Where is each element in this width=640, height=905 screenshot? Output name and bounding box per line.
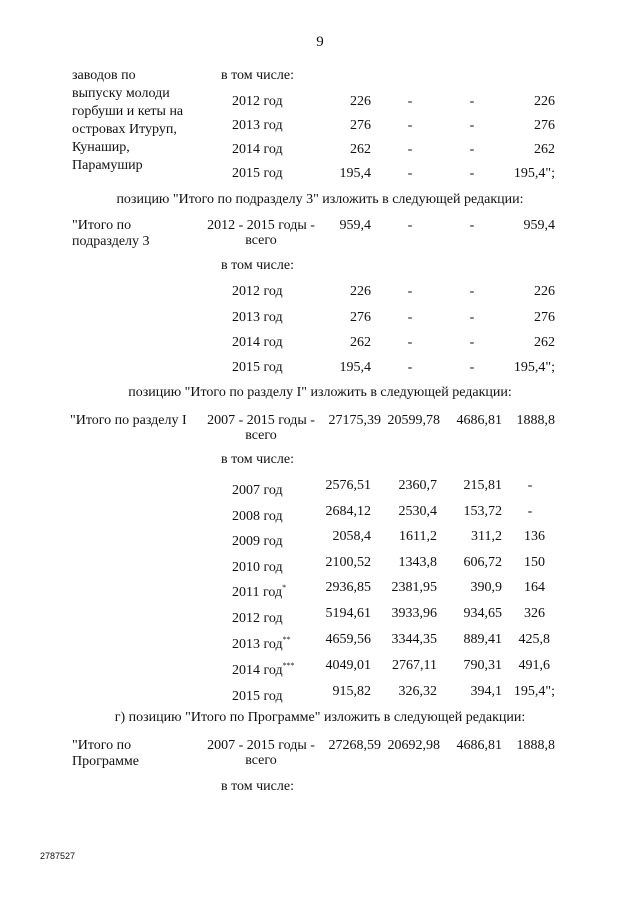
value-cell: 390,9 [470, 580, 502, 595]
value-cell: 4686,81 [456, 413, 502, 428]
value-cell: - [407, 310, 413, 325]
value-cell: - [469, 94, 475, 109]
value-cell: 4659,56 [325, 632, 371, 647]
value-cell: 226 [534, 284, 555, 299]
year-cell: 2008 год [232, 509, 283, 524]
value-cell: 20599,78 [387, 413, 440, 428]
period-sub-label: всего [245, 753, 277, 768]
value-cell: 195,4 [339, 360, 371, 375]
value-cell: - [527, 504, 533, 519]
year-cell: 2015 год [232, 360, 283, 375]
period-label: 2012 - 2015 годы - [207, 218, 315, 233]
year-cell: 2009 год [232, 534, 283, 549]
year-cell: 2013 год [232, 310, 283, 325]
value-cell: - [407, 335, 413, 350]
value-cell: - [469, 118, 475, 133]
value-cell: 491,6 [518, 658, 550, 673]
value-cell: 4686,81 [456, 738, 502, 753]
value-cell: - [469, 335, 475, 350]
year-cell: 2012 год [232, 284, 283, 299]
value-cell: 262 [534, 335, 555, 350]
value-cell: 136 [524, 529, 545, 544]
year-cell: 2012 год [232, 94, 283, 109]
value-cell: 262 [534, 142, 555, 157]
label-line: "Итого по [72, 738, 132, 753]
value-cell: - [469, 310, 475, 325]
value-cell: 915,82 [332, 684, 371, 699]
including-label: в том числе: [221, 452, 294, 467]
value-cell: - [407, 94, 413, 109]
label-line: горбуши и кеты на [72, 104, 184, 119]
value-cell: 606,72 [463, 555, 502, 570]
value-cell: 262 [350, 335, 371, 350]
value-cell: 195,4"; [513, 684, 555, 699]
period-sub-label: всего [245, 233, 277, 248]
year-cell: 2015 год [232, 689, 283, 704]
value-cell: 2381,95 [391, 580, 437, 595]
value-cell: 1888,8 [516, 738, 555, 753]
value-cell: 2360,7 [398, 478, 437, 493]
value-cell: 195,4"; [513, 166, 555, 181]
year-cell: 2013 год** [232, 635, 291, 652]
label-line: Кунашир, [72, 140, 130, 155]
value-cell: 311,2 [471, 529, 502, 544]
value-cell: 226 [350, 94, 371, 109]
including-label: в том числе: [221, 258, 294, 273]
year-cell: 2011 год* [232, 583, 287, 600]
value-cell: 934,65 [463, 606, 502, 621]
value-cell: 326,32 [398, 684, 437, 699]
value-cell: 215,81 [463, 478, 502, 493]
instruction-paragraph: позицию "Итого по разделу I" изложить в следующей редакции: [128, 385, 512, 400]
value-cell: 959,4 [523, 218, 555, 233]
value-cell: 276 [350, 118, 371, 133]
value-cell: 226 [350, 284, 371, 299]
value-cell: 425,8 [518, 632, 550, 647]
year-cell: 2014 год [232, 335, 283, 350]
year-cell: 2007 год [232, 483, 283, 498]
label-line: островах Итуруп, [72, 122, 177, 137]
value-cell: 226 [534, 94, 555, 109]
value-cell: 195,4"; [513, 360, 555, 375]
value-cell: - [469, 142, 475, 157]
value-cell: 3344,35 [391, 632, 437, 647]
instruction-paragraph: позицию "Итого по подразделу 3" изложить в следующей редакции: [116, 192, 524, 207]
value-cell: 3933,96 [391, 606, 437, 621]
label-line: Программе [72, 754, 139, 769]
value-cell: - [527, 478, 533, 493]
value-cell: - [407, 166, 413, 181]
document-code: 2787527 [40, 851, 76, 861]
period-sub-label: всего [245, 428, 277, 443]
value-cell: 276 [534, 310, 555, 325]
value-cell: 150 [524, 555, 545, 570]
value-cell: - [407, 118, 413, 133]
including-label: в том числе: [221, 68, 294, 83]
value-cell: 1888,8 [516, 413, 555, 428]
year-cell: 2013 год [232, 118, 283, 133]
instruction-paragraph: г) позицию "Итого по Программе" изложить в следующей редакции: [114, 710, 526, 725]
value-cell: - [469, 218, 475, 233]
year-cell: 2014 год [232, 142, 283, 157]
value-cell: 790,31 [463, 658, 502, 673]
value-cell: 2936,85 [325, 580, 371, 595]
value-cell: 1611,2 [399, 529, 437, 544]
year-cell: 2010 год [232, 560, 283, 575]
period-label: 2007 - 2015 годы - [207, 738, 315, 753]
value-cell: 27175,39 [328, 413, 381, 428]
including-label: в том числе: [221, 779, 294, 794]
value-cell: 394,1 [470, 684, 502, 699]
value-cell: 276 [350, 310, 371, 325]
value-cell: 4049,01 [325, 658, 371, 673]
value-cell: 276 [534, 118, 555, 133]
value-cell: 959,4 [339, 218, 371, 233]
value-cell: - [407, 218, 413, 233]
label-line: "Итого по [72, 218, 132, 233]
value-cell: - [469, 360, 475, 375]
value-cell: - [469, 166, 475, 181]
value-cell: 1343,8 [398, 555, 437, 570]
year-cell: 2014 год*** [232, 661, 295, 678]
value-cell: - [407, 284, 413, 299]
value-cell: 20692,98 [387, 738, 440, 753]
value-cell: 2576,51 [325, 478, 371, 493]
value-cell: 5194,61 [325, 606, 371, 621]
label-line: Парамушир [72, 158, 143, 173]
value-cell: 195,4 [339, 166, 371, 181]
value-cell: - [407, 142, 413, 157]
year-cell: 2015 год [232, 166, 283, 181]
value-cell: - [407, 360, 413, 375]
label-line: подразделу 3 [72, 234, 150, 249]
value-cell: 262 [350, 142, 371, 157]
label-line: "Итого по разделу I [70, 413, 187, 428]
year-cell: 2012 год [232, 611, 283, 626]
value-cell: 153,72 [463, 504, 502, 519]
value-cell: 2100,52 [325, 555, 371, 570]
value-cell: - [469, 284, 475, 299]
page-number: 9 [316, 34, 324, 50]
value-cell: 889,41 [463, 632, 502, 647]
value-cell: 2530,4 [398, 504, 437, 519]
value-cell: 164 [524, 580, 545, 595]
period-label: 2007 - 2015 годы - [207, 413, 315, 428]
label-line: заводов по [72, 68, 136, 83]
value-cell: 2767,11 [392, 658, 437, 673]
value-cell: 326 [524, 606, 545, 621]
value-cell: 2058,4 [332, 529, 371, 544]
label-line: выпуску молоди [72, 86, 170, 101]
value-cell: 27268,59 [328, 738, 381, 753]
value-cell: 2684,12 [325, 504, 371, 519]
